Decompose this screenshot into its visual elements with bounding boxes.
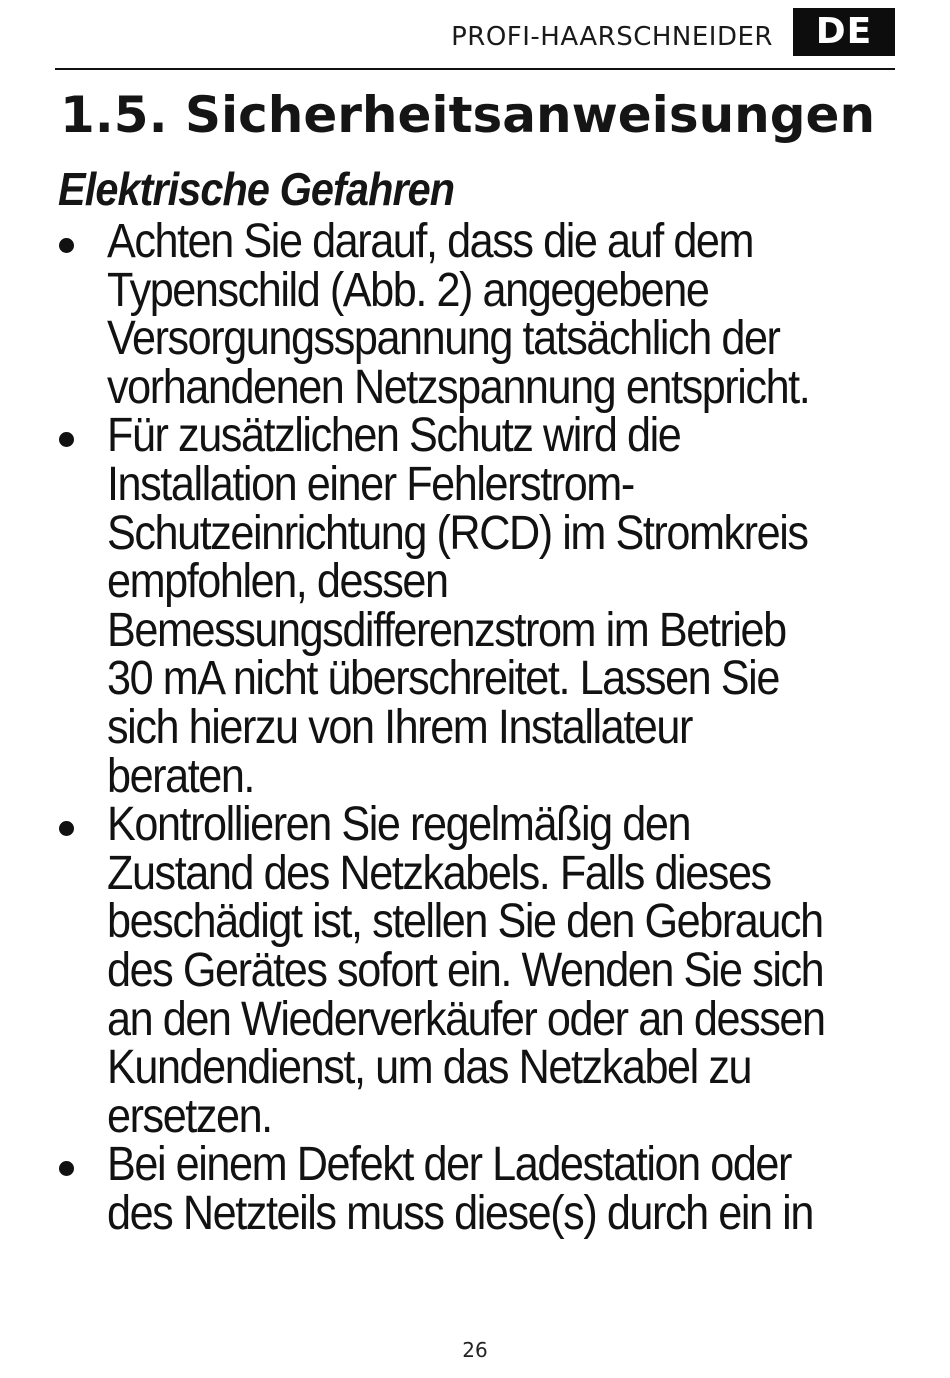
text-line: des Gerätes sofort ein. Wenden Sie sich — [107, 943, 824, 997]
text-line: Kundendienst, um das Netzkabel zu — [107, 1041, 752, 1095]
text-line: Versorgungsspannung tatsächlich der — [107, 312, 780, 366]
product-title: PROFI-HAARSCHNEIDER — [451, 22, 773, 52]
header-divider — [55, 68, 895, 70]
bullet-icon — [59, 432, 74, 447]
list-item — [55, 1138, 915, 1240]
list-item — [55, 409, 915, 803]
text-line: des Netzteils muss diese(s) durch ein in — [107, 1186, 813, 1240]
text-line: sich hierzu von Ihrem Installateur — [107, 700, 692, 754]
text-line: beschädigt ist, stellen Sie den Gebrauch — [107, 895, 823, 949]
text-line: Für zusätzlichen Schutz wird die — [107, 409, 681, 463]
text-line: Bei einem Defekt der Ladestation oder — [107, 1138, 791, 1192]
page-header — [55, 8, 895, 68]
list-item — [55, 798, 915, 1143]
list-item — [55, 215, 915, 414]
text-line: Zustand des Netzkabels. Falls dieses — [107, 846, 771, 900]
text-line: ersetzen. — [107, 1089, 272, 1143]
text-line: Bemessungsdifferenzstrom im Betrieb — [107, 603, 786, 657]
language-badge: DE — [793, 8, 895, 56]
bullet-icon — [59, 1161, 74, 1176]
list-item-text — [107, 1138, 886, 1240]
list-item-text — [107, 798, 886, 1143]
section-subtitle: Elektrische Gefahren — [58, 163, 455, 215]
section-title: 1.5. Sicherheitsanweisungen — [60, 86, 876, 144]
text-line: 30 mA nicht überschreitet. Lassen Sie — [107, 652, 779, 706]
text-line: Typenschild (Abb. 2) angegebene — [107, 263, 709, 317]
bullet-icon — [59, 821, 74, 836]
safety-instructions-list — [55, 215, 915, 1240]
bullet-icon — [59, 238, 74, 253]
text-line: Achten Sie darauf, dass die auf dem — [107, 215, 754, 268]
page-number: 26 — [462, 1338, 488, 1362]
text-line: vorhandenen Netzspannung entspricht. — [107, 360, 810, 414]
text-line: beraten. — [107, 749, 255, 803]
text-line: an den Wiederverkäufer oder an dessen — [107, 992, 825, 1046]
text-line: Kontrollieren Sie regelmäßig den — [107, 798, 691, 852]
text-line: Installation einer Fehlerstrom- — [107, 457, 634, 511]
text-line: empfohlen, dessen — [107, 555, 448, 609]
text-line: Schutzeinrichtung (RCD) im Stromkreis — [107, 506, 808, 560]
list-item-text — [107, 215, 886, 414]
list-item-text — [107, 409, 886, 803]
